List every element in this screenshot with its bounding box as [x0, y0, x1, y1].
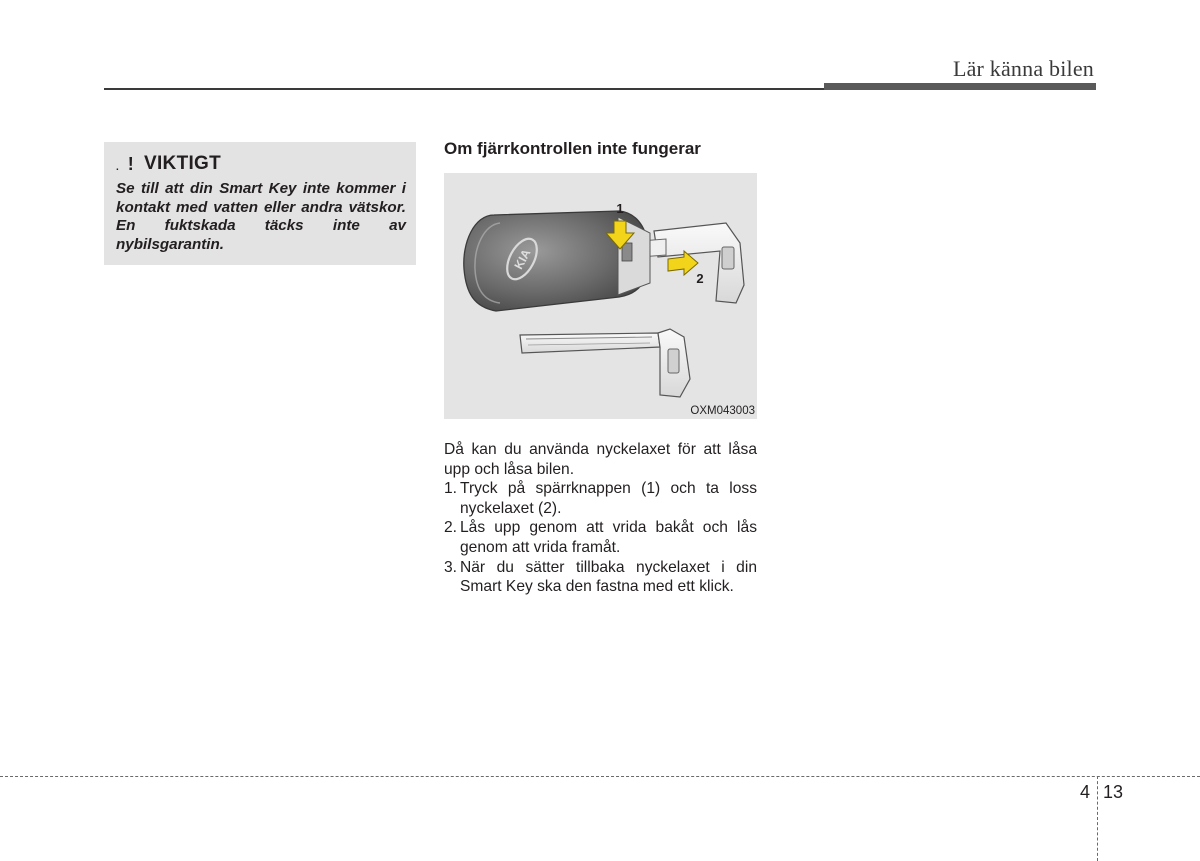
key-blade-section: [444, 138, 757, 597]
list-item: [444, 518, 757, 557]
intro-paragraph: Då kan du använda nyckelaxet för att låsa upp och låsa bilen.: [444, 441, 757, 478]
footer-rule: [0, 776, 1200, 777]
header-rule-accent: [824, 83, 1096, 90]
notice-text: Se till att din Smart Key inte kommer i kontakt med vatten eller andra vätskor. En fuktskada täcks inte av nybilsgarantin.: [116, 180, 406, 253]
step-text: Lås upp genom att vrida bakåt och lås genom att vrida framåt.: [460, 519, 757, 556]
instructions: [444, 440, 757, 597]
steps-list: [444, 479, 757, 597]
section-heading: Om fjärrkontrollen inte fungerar: [444, 139, 701, 158]
notice-header: [116, 150, 406, 178]
kia-logo-text: KIA: [511, 246, 534, 272]
step-number: 2.: [444, 519, 458, 537]
important-notice: [104, 142, 416, 265]
chapter-number: 4: [1080, 782, 1091, 802]
step-text: När du sätter tillbaka nyckelaxet i din Smart Key ska den fastna med ett klick.: [460, 558, 757, 596]
callout-2: 2: [696, 271, 704, 286]
step-number: 3.: [444, 558, 458, 576]
warning-exclamation-icon: . !: [116, 153, 136, 174]
smart-key-drawing: [444, 173, 757, 419]
list-item: [444, 479, 757, 518]
mechanical-key-blade: [520, 329, 690, 397]
footer-divider: [1097, 776, 1098, 861]
step-text: Tryck på spärrknappen (1) och ta loss nyckelaxet (2).: [460, 480, 757, 517]
notice-heading: VIKTIGT: [144, 153, 222, 174]
section-title: Lär känna bilen: [952, 56, 1094, 81]
callout-1: 1: [616, 201, 624, 216]
step-number: 1.: [444, 480, 458, 498]
header-rule: [104, 88, 824, 90]
page-number: 13: [1103, 782, 1124, 802]
figure-code: OXM043003: [690, 405, 755, 417]
smart-key-illustration: [444, 173, 757, 419]
list-item: [444, 558, 757, 597]
